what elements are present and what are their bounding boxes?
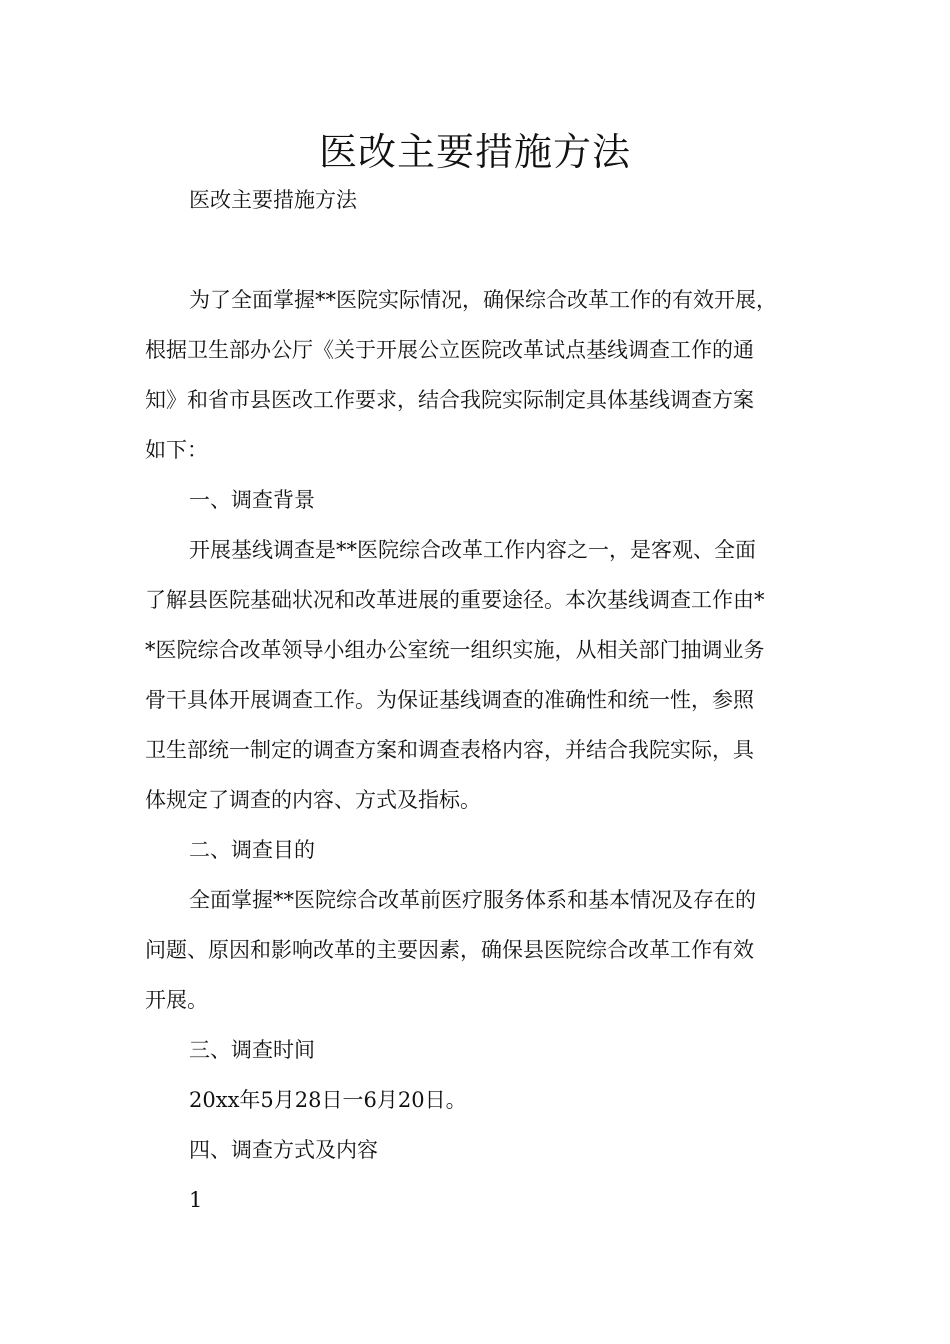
section-heading-background: 一、调查背景: [189, 488, 315, 512]
background-line-4: 骨干具体开展调查工作。为保证基线调查的准确性和统一性，参照: [145, 688, 754, 712]
purpose-line-2: 问题、原因和影响改革的主要因素，确保县医院综合改革工作有效: [145, 938, 754, 962]
purpose-line-1: 全面掌握**医院综合改革前医疗服务体系和基本情况及存在的: [189, 888, 756, 912]
page-number: 1: [189, 1188, 203, 1212]
section-heading-method: 四、调查方式及内容: [189, 1138, 378, 1162]
intro-line-1: 为了全面掌握**医院实际情况，确保综合改革工作的有效开展，: [189, 288, 777, 312]
section-heading-purpose: 二、调查目的: [189, 838, 315, 862]
background-line-6: 体规定了调查的内容、方式及指标。: [145, 788, 481, 812]
background-line-1: 开展基线调查是**医院综合改革工作内容之一，是客观、全面: [189, 538, 756, 562]
background-line-5: 卫生部统一制定的调查方案和调查表格内容，并结合我院实际，具: [145, 738, 754, 762]
intro-line-2: 根据卫生部办公厅《关于开展公立医院改革试点基线调查工作的通: [145, 338, 754, 362]
section-heading-time: 三、调查时间: [189, 1038, 315, 1062]
intro-line-4: 如下：: [145, 438, 208, 462]
background-line-3: *医院综合改革领导小组办公室统一组织实施，从相关部门抽调业务: [145, 638, 765, 662]
document-subtitle: 医改主要措施方法: [189, 188, 357, 212]
time-line-1: 20xx年5月28日一6月20日。: [189, 1088, 467, 1112]
intro-line-3: 知》和省市县医改工作要求，结合我院实际制定具体基线调查方案: [145, 388, 754, 412]
document-title: 医改主要措施方法: [318, 130, 631, 174]
purpose-line-3: 开展。: [145, 988, 208, 1012]
background-line-2: 了解县医院基础状况和改革进展的重要途径。本次基线调查工作由*: [145, 588, 765, 612]
